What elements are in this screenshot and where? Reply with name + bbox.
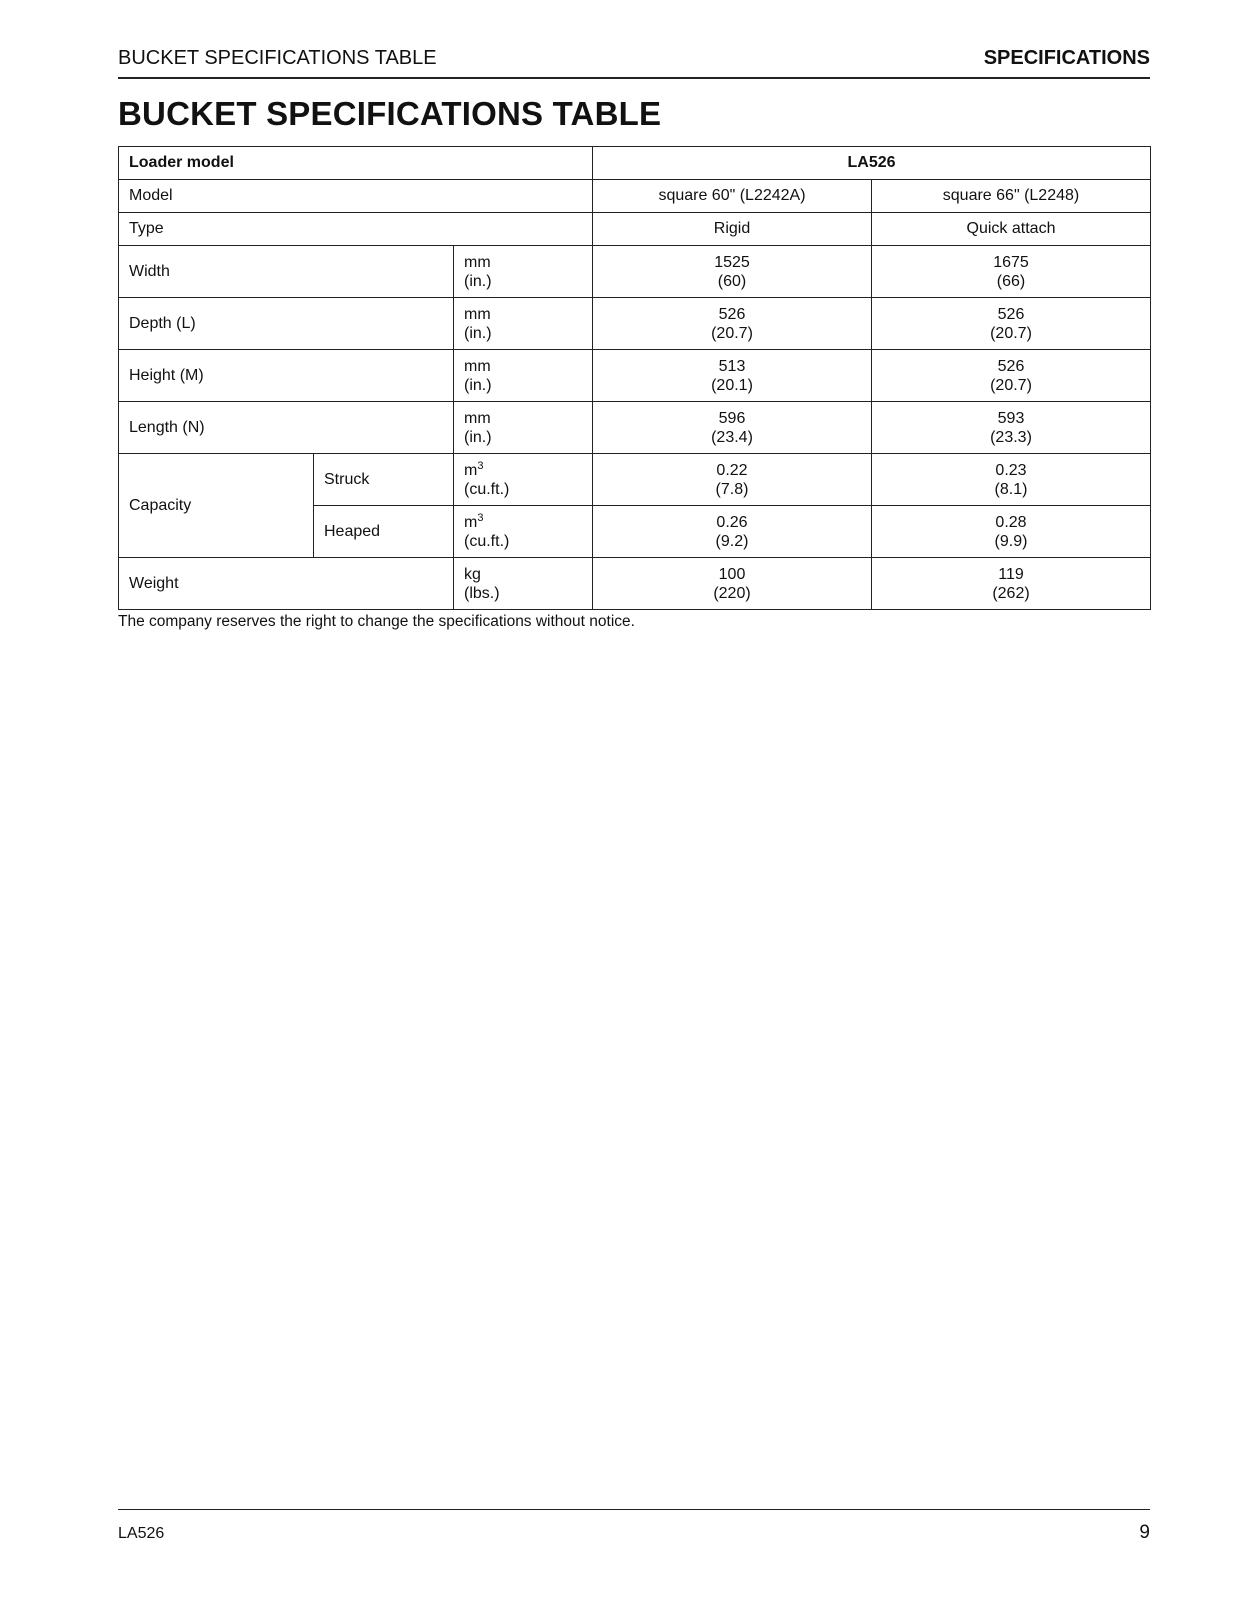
table-row xyxy=(119,558,1151,610)
value-cell: 526 (20.7) xyxy=(593,298,872,350)
value-cell: 0.28 (9.9) xyxy=(872,506,1151,558)
row-label: Depth (L) xyxy=(119,298,454,350)
weight-label: Weight xyxy=(119,558,454,610)
unit-cell: $m^3$ (cu.ft.) xyxy=(454,454,593,506)
row-label: Width xyxy=(119,246,454,298)
value-cell: 1525 (60) xyxy=(593,246,872,298)
header-section-title: BUCKET SPECIFICATIONS TABLE xyxy=(118,47,437,69)
page-title: BUCKET SPECIFICATIONS TABLE xyxy=(118,95,662,132)
page-header xyxy=(118,44,1150,79)
value-cell: 526 (20.7) xyxy=(872,350,1151,402)
table-row xyxy=(119,180,1151,213)
value-cell: 526 (20.7) xyxy=(872,298,1151,350)
table-row xyxy=(119,147,1151,180)
unit-cell: $m^3$ (cu.ft.) xyxy=(454,506,593,558)
unit-cell: mm (in.) xyxy=(454,350,593,402)
value-cell: 119 (262) xyxy=(872,558,1151,610)
value-cell: 0.26 (9.2) xyxy=(593,506,872,558)
table-row xyxy=(119,350,1151,402)
model-label: Model xyxy=(119,180,593,213)
table-row xyxy=(119,454,1151,506)
unit-cell: mm (in.) xyxy=(454,246,593,298)
unit-cell: mm (in.) xyxy=(454,298,593,350)
row-label: Length (N) xyxy=(119,402,454,454)
table-row xyxy=(119,402,1151,454)
table-row xyxy=(119,213,1151,246)
page-number: 9 xyxy=(1139,1522,1150,1543)
struck-label: Struck xyxy=(314,454,454,506)
value-cell: 593 (23.3) xyxy=(872,402,1151,454)
heaped-label: Heaped xyxy=(314,506,454,558)
type-label: Type xyxy=(119,213,593,246)
value-cell: 513 (20.1) xyxy=(593,350,872,402)
header-chapter-title: SPECIFICATIONS xyxy=(983,47,1150,69)
table-row xyxy=(119,246,1151,298)
unit-cell: mm (in.) xyxy=(454,402,593,454)
value-cell: 0.23 (8.1) xyxy=(872,454,1151,506)
capacity-label: Capacity xyxy=(119,454,314,558)
value-cell: 1675 (66) xyxy=(872,246,1151,298)
type-value-2: Quick attach xyxy=(872,213,1151,246)
disclaimer-note: The company reserves the right to change the specifications without notice. xyxy=(118,613,635,630)
type-value-1: Rigid xyxy=(593,213,872,246)
model-value-1: square 60" (L2242A) xyxy=(593,180,872,213)
model-value-2: square 66" (L2248) xyxy=(872,180,1151,213)
footer-model: LA526 xyxy=(118,1525,165,1542)
value-cell: 596 (23.4) xyxy=(593,402,872,454)
loader-model-value: LA526 xyxy=(593,147,1151,180)
page-footer xyxy=(118,1509,1150,1550)
unit-cell: kg (lbs.) xyxy=(454,558,593,610)
bucket-spec-table xyxy=(118,146,1151,610)
table-row xyxy=(119,298,1151,350)
row-label: Height (M) xyxy=(119,350,454,402)
loader-model-label: Loader model xyxy=(119,147,593,180)
value-cell: 0.22 (7.8) xyxy=(593,454,872,506)
value-cell: 100 (220) xyxy=(593,558,872,610)
